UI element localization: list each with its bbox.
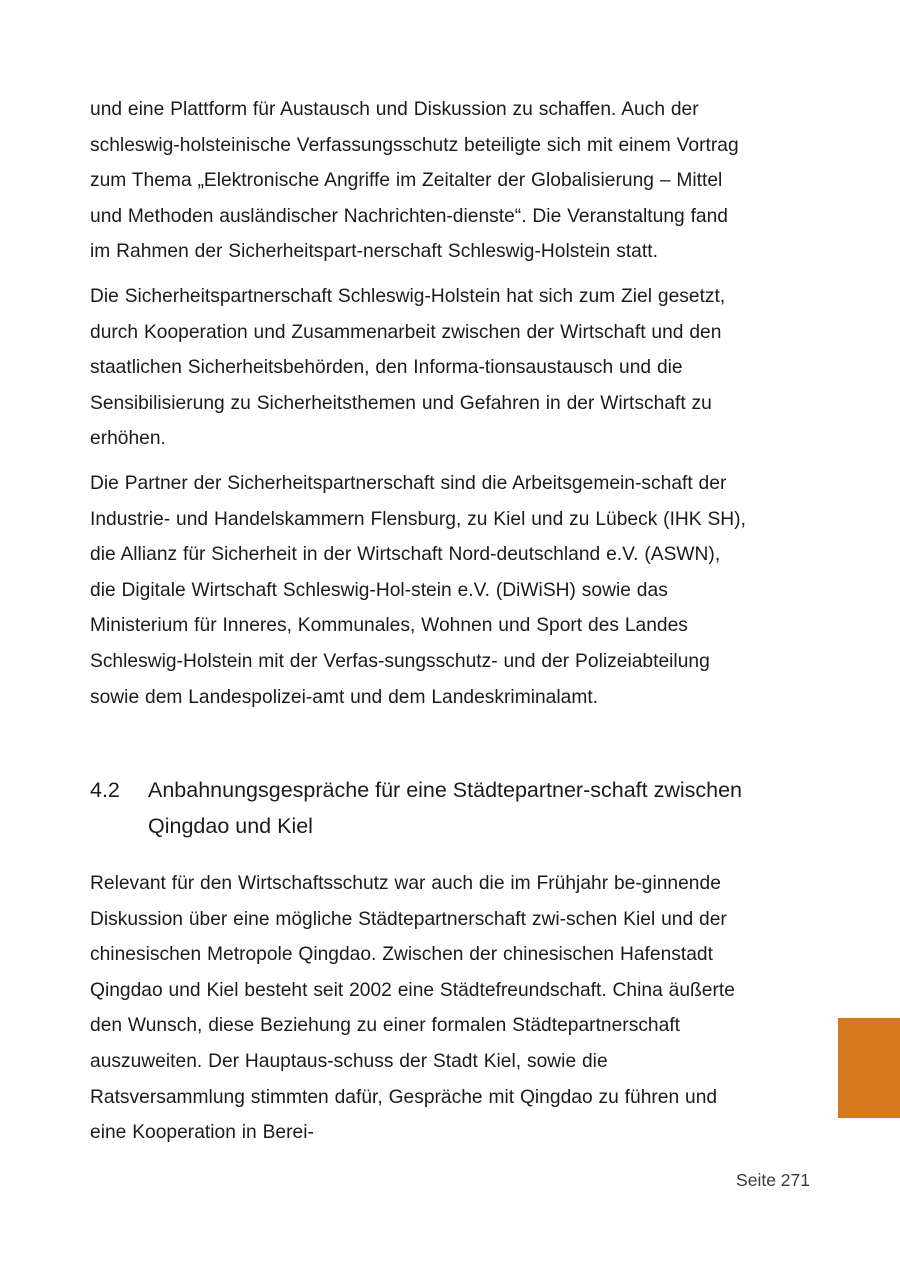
body-paragraph-2: Die Sicherheitspartnerschaft Schleswig-Holstein hat sich zum Ziel gesetzt, durch Kooperation und Zusammenarbeit zwischen der Wirtschaft und den staatlichen Sicherheitsbehörden, den Informa-tionsaustausch und die Sensibilisierung zu Sicherheitsthemen und Gefahren in der Wirtschaft zu erhöhen. xyxy=(90,285,726,450)
page-content xyxy=(90,92,750,1160)
section-heading xyxy=(90,773,750,844)
section-paragraph-1: Relevant für den Wirtschaftsschutz war auch die im Frühjahr be-ginnende Diskussion über eine mögliche Städtepartnerschaft zwi-schen Kiel und der chinesischen Metropole Qingdao. Zwischen der chinesischen Hafenstadt Qingdao und Kiel besteht seit 2002 eine Städtefreundschaft. China äußerte den Wunsch, diese Beziehung zu einer formalen Städtepartnerschaft auszuweiten. Der Hauptaus-schuss der Stadt Kiel, sowie die Ratsversammlung stimmten dafür, Gespräche mit Qingdao zu führen und eine Kooperation in Berei- xyxy=(90,873,735,1144)
section-number: 4.2 xyxy=(90,778,120,803)
section-title: Anbahnungsgespräche für eine Städtepartner-schaft zwischen Qingdao und Kiel xyxy=(148,778,743,838)
page-edge-marker xyxy=(838,1018,900,1118)
body-paragraph-1: und eine Plattform für Austausch und Diskussion zu schaffen. Auch der schleswig-holsteinische Verfassungsschutz beteiligte sich mit einem Vortrag zum Thema „Elektronische Angriffe im Zeitalter der Globalisierung – Mittel und Methoden ausländischer Nachrichten-dienste“. Die Veranstaltung fand im Rahmen der Sicherheitspart-nerschaft Schleswig-Holstein statt. xyxy=(90,99,739,263)
page-number-footer: Seite 271 xyxy=(736,1170,810,1190)
body-paragraph-3: Die Partner der Sicherheitspartnerschaft sind die Arbeitsgemein-schaft der Industrie- und Handelskammern Flensburg, zu Kiel und zu Lübeck (IHK SH), die Allianz für Sicherheit in der Wirtschaft Nord-deutschland e.V. (ASWN), die Digitale Wirtschaft Schleswig-Hol-stein e.V. (DiWiSH) sowie das Ministerium für Inneres, Kommunales, Wohnen und Sport des Landes Schleswig-Holstein mit der Verfas-sungsschutz- und der Polizeiabteilung sowie dem Landespolizei-amt und dem Landeskriminalamt. xyxy=(90,472,746,708)
